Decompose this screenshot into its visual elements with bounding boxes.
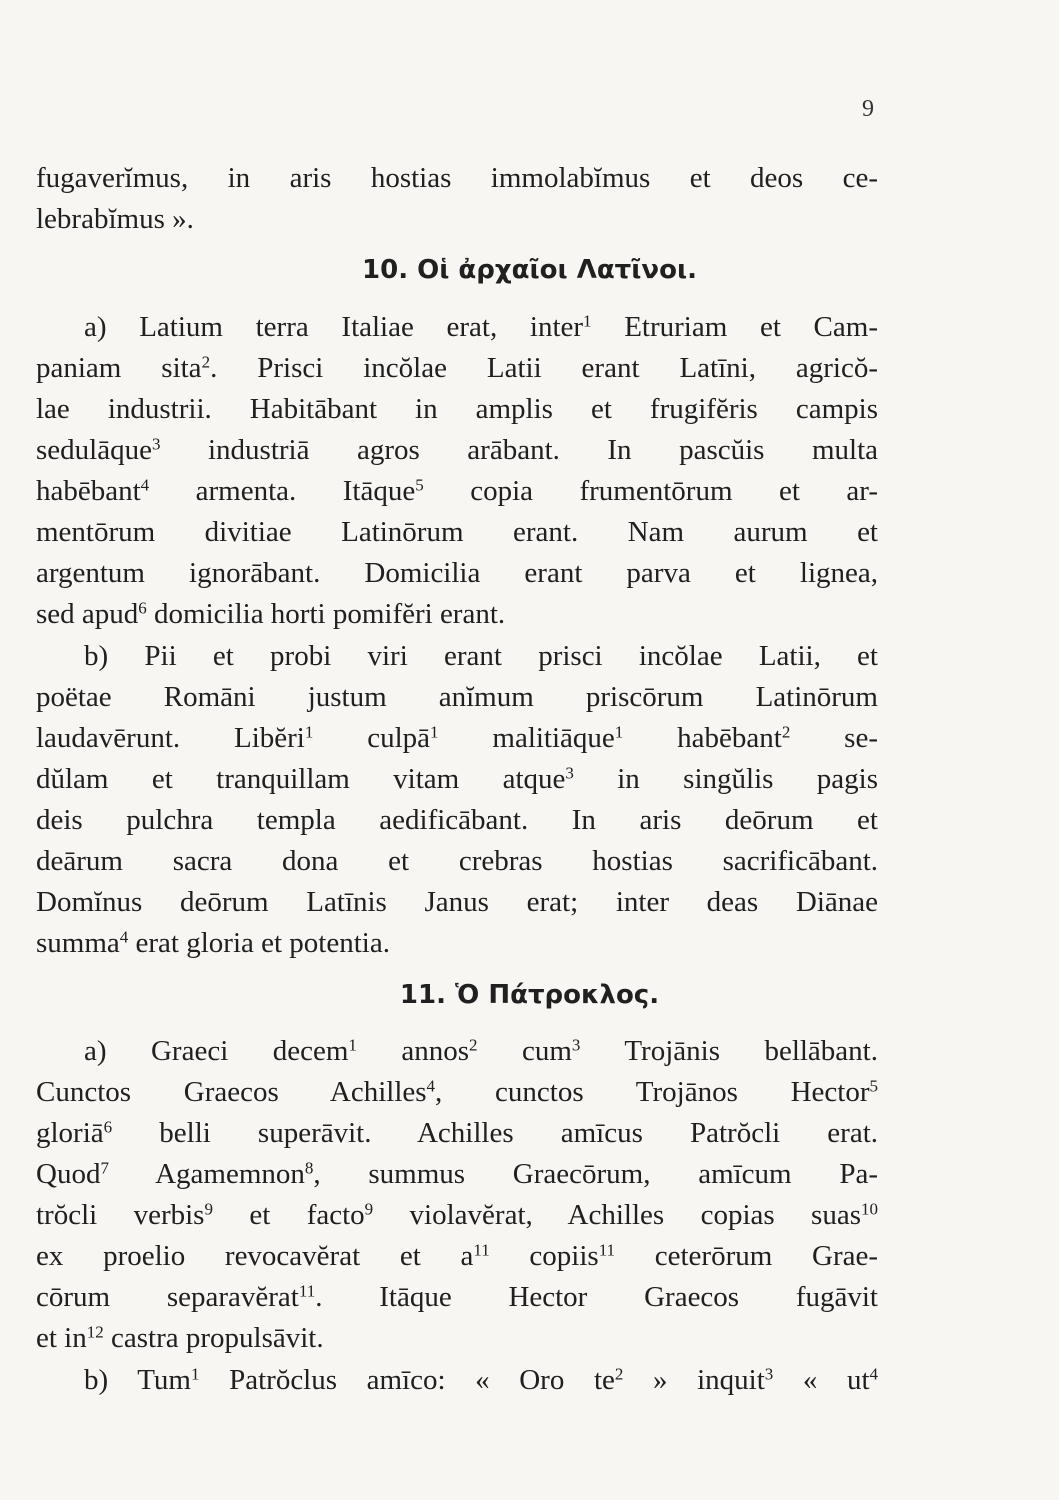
footnote-marker: 10: [861, 1199, 879, 1219]
footnote-marker: 3: [565, 763, 574, 783]
text-line: habēbant$^4$ armenta. Itāque$^5$ copia frumentōrum et ar-: [36, 475, 879, 507]
text-line: summa$^4$ erat gloria et potentia.: [36, 927, 390, 959]
footnote-marker: 9: [364, 1199, 374, 1219]
footnote-marker: 3: [764, 1364, 774, 1384]
footnote-marker: 1: [191, 1364, 200, 1384]
footnote-marker: 9: [204, 1199, 213, 1219]
footnote-marker: 6: [138, 598, 147, 618]
footnote-marker: 6: [103, 1117, 113, 1137]
text-line: deārum sacra dona et crebras hostias sacrificābant.: [36, 845, 878, 877]
text-line: mentōrum divitiae Latinōrum erant. Nam aurum et: [36, 516, 878, 548]
footnote-marker: 4: [119, 927, 129, 947]
footnote-marker: 3: [151, 434, 161, 454]
footnote-marker: 4: [869, 1364, 879, 1384]
text-line: poëtae Romāni justum anĭmum priscōrum Latinōrum: [36, 681, 878, 713]
text-line: a) Graeci decem$^1$ annos$^2$ cum$^3$ Trojānis bellābant.: [84, 1035, 878, 1067]
footnote-marker: 3: [571, 1035, 581, 1055]
footnote-marker: 11: [473, 1240, 490, 1260]
footnote-marker: 1: [614, 722, 624, 742]
text-line: et $in^{12}$ castra propulsāvit.: [36, 1322, 324, 1354]
footnote-marker: 1: [583, 311, 592, 331]
text-line: deis pulchra templa aedificābant. In aris deōrum et: [36, 804, 878, 836]
footnote-marker: 5: [869, 1076, 878, 1096]
text-line: lebrabĭmus ».: [36, 203, 194, 235]
footnote-marker: 12: [86, 1322, 104, 1342]
footnote-marker: 4: [426, 1076, 436, 1096]
text-line: sed apud$^6$ domicilia horti pomifĕri erant.: [36, 598, 506, 630]
footnote-marker: 1: [304, 722, 314, 742]
footnote-marker: 2: [469, 1035, 478, 1055]
text-line: b) Tum$^1$ Patrŏclus amīco: « Oro $te^2$ » inquit$^3$ « $ut^4$: [84, 1364, 879, 1396]
footnote-marker: 4: [140, 475, 150, 495]
text-line: Quod$^7$ Agamemnon$^8$, summus Graecōrum, amīcum Pa-: [36, 1158, 879, 1190]
section-heading-11: 11. Ὁ Πάτροκλος.: [399, 980, 660, 1010]
text-line: laudavērunt. Libĕri$^1$ culpā$^1$ malitiāque$^1$ habēbant$^2$ se-: [36, 722, 878, 754]
footnote-marker: 1: [348, 1035, 357, 1055]
text-line: paniam sita$^2$. Prisci incŏlae Latii erant Latīni, agricŏ-: [36, 352, 878, 384]
section-heading-10: 10. Οἱ ἀρχαῖοι Λατῖνοι.: [362, 255, 697, 285]
footnote-marker: 1: [430, 722, 439, 742]
text-line: Cunctos Graecos Achilles$^4$, cunctos Trojānos Hector$^5$: [36, 1076, 878, 1108]
text-line: sedulāque$^3$ industriā agros arābant. In pascŭis multa: [36, 434, 878, 466]
text-line: b) Pii et probi viri erant prisci incŏlae Latii, et: [84, 640, 878, 672]
footnote-marker: 11: [598, 1240, 616, 1260]
text-line: trŏcli verbis$^9$ et facto$^9$ violavĕrat, Achilles copias suas$^{10}$: [36, 1199, 879, 1231]
text-line: argentum ignorābant. Domicilia erant parva et lignea,: [36, 557, 878, 589]
footnote-marker: 11: [298, 1281, 316, 1301]
page-number: 9: [862, 96, 874, 122]
text-line: ex proelio revocavĕrat et $a^{11}$ copiis$^{11}$ ceterōrum Grae-: [36, 1240, 878, 1272]
text-line: gloriā$^6$ belli superāvit. Achilles amīcus Patrŏcli erat.: [36, 1117, 878, 1149]
footnote-marker: 7: [100, 1158, 109, 1178]
footnote-marker: 2: [614, 1364, 624, 1384]
footnote-marker: 2: [781, 722, 791, 742]
text-line: fugaverĭmus, in aris hostias immolabĭmus et deos ce-: [36, 162, 878, 194]
text-line: lae industrii. Habitābant in amplis et frugifĕris campis: [36, 393, 878, 425]
text-line: a) Latium terra Italiae erat, inter$^1$ Etruriam et Cam-: [84, 311, 878, 343]
text-line: dŭlam et tranquillam vitam atque$^3$ in singŭlis pagis: [36, 763, 878, 795]
text-line: cōrum separavĕrat$^{11}$. Itāque Hector Graecos fugāvit: [36, 1281, 878, 1313]
footnote-marker: 8: [304, 1158, 314, 1178]
footnote-marker: 2: [201, 352, 211, 372]
text-line: Domĭnus deōrum Latīnis Janus erat; inter deas Diānae: [36, 886, 878, 918]
footnote-marker: 5: [415, 475, 424, 495]
